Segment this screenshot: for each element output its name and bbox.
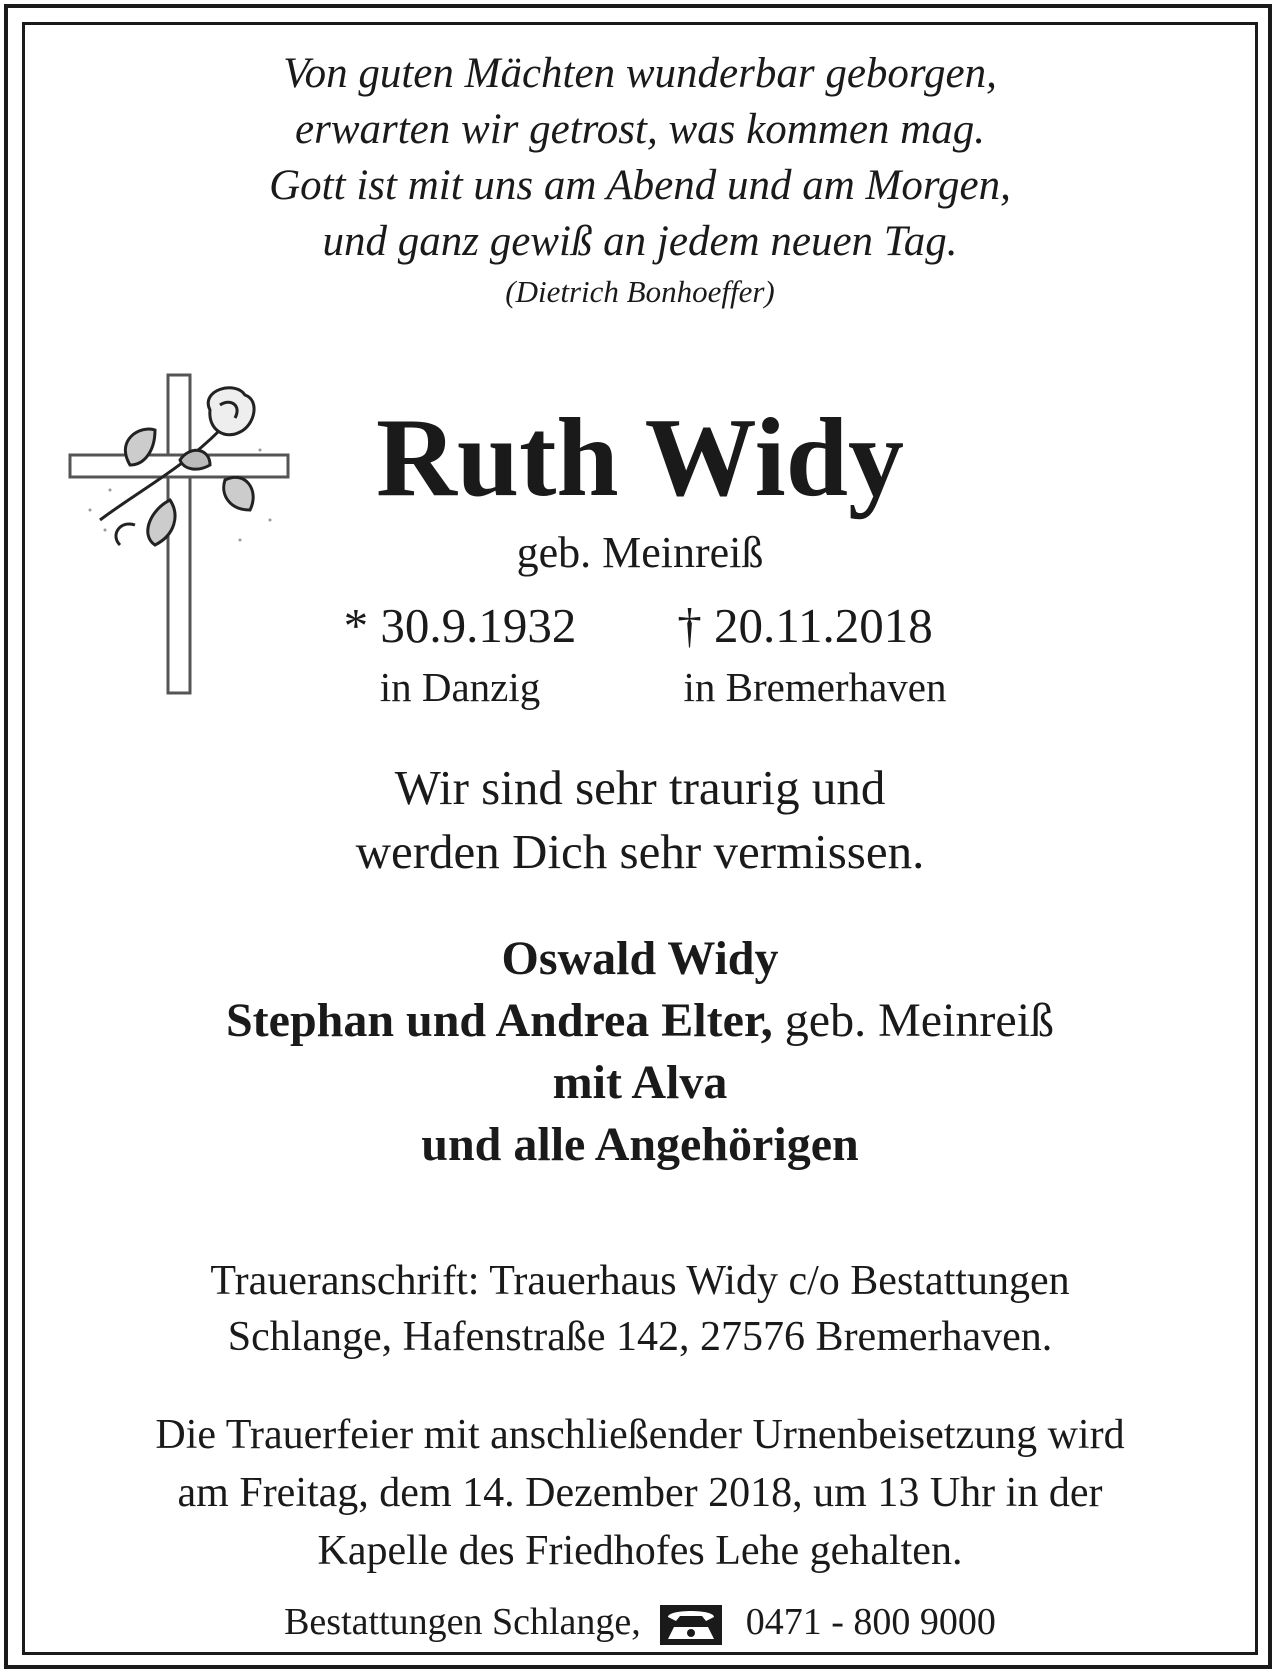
family-list xyxy=(0,928,1280,1176)
family-member-maiden: geb. Meinreiß xyxy=(772,994,1055,1047)
telephone-icon xyxy=(660,1605,722,1645)
birth-date: * 30.9.1932 xyxy=(343,598,577,653)
quote-line: Gott ist mit uns am Abend und am Morgen, xyxy=(269,162,1011,209)
family-member xyxy=(0,990,1280,1052)
cross-with-rose-icon xyxy=(60,370,295,700)
ceremony-info xyxy=(0,1406,1280,1580)
maiden-name: geb. Meinreiß xyxy=(516,528,764,577)
family-member: Oswald Widy xyxy=(501,932,779,985)
deceased-name: Ruth Widy xyxy=(375,396,905,520)
message-line: werden Dich sehr vermissen. xyxy=(355,824,925,879)
quote-line: Von guten Mächten wunderbar geborgen, xyxy=(283,50,997,97)
funeral-home-name: Bestattungen Schlange, xyxy=(284,1601,641,1643)
quote-line: und ganz gewiß an jedem neuen Tag. xyxy=(322,218,958,265)
birth-place: in Danzig xyxy=(379,664,541,710)
family-member: und alle Angehörigen xyxy=(421,1118,859,1171)
death-date: † 20.11.2018 xyxy=(677,598,933,653)
address-line: Schlange, Hafenstraße 142, 27576 Bremerhaven. xyxy=(227,1314,1053,1360)
death-place: in Bremerhaven xyxy=(683,664,947,710)
ceremony-line: Die Trauerfeier mit anschließender Urnenbeisetzung wird xyxy=(155,1412,1125,1458)
phone-number: 0471 - 800 9000 xyxy=(745,1601,996,1643)
family-member: mit Alva xyxy=(552,1056,728,1109)
ceremony-line: Kapelle des Friedhofes Lehe gehalten. xyxy=(317,1528,963,1574)
quote-attribution: (Dietrich Bonhoeffer) xyxy=(505,274,775,309)
bonhoeffer-quote xyxy=(0,46,1280,270)
family-member-names: Stephan und Andrea Elter, xyxy=(225,994,773,1047)
ceremony-line: am Freitag, dem 14. Dezember 2018, um 13 Uhr in der xyxy=(177,1470,1103,1516)
quote-line: erwarten wir getrost, was kommen mag. xyxy=(295,106,985,153)
mourning-address xyxy=(0,1253,1280,1365)
address-line: Traueranschrift: Trauerhaus Widy c/o Bestattungen xyxy=(210,1258,1070,1304)
message-line: Wir sind sehr traurig und xyxy=(394,760,886,815)
footer xyxy=(0,1600,1280,1645)
mourning-message xyxy=(0,756,1280,884)
